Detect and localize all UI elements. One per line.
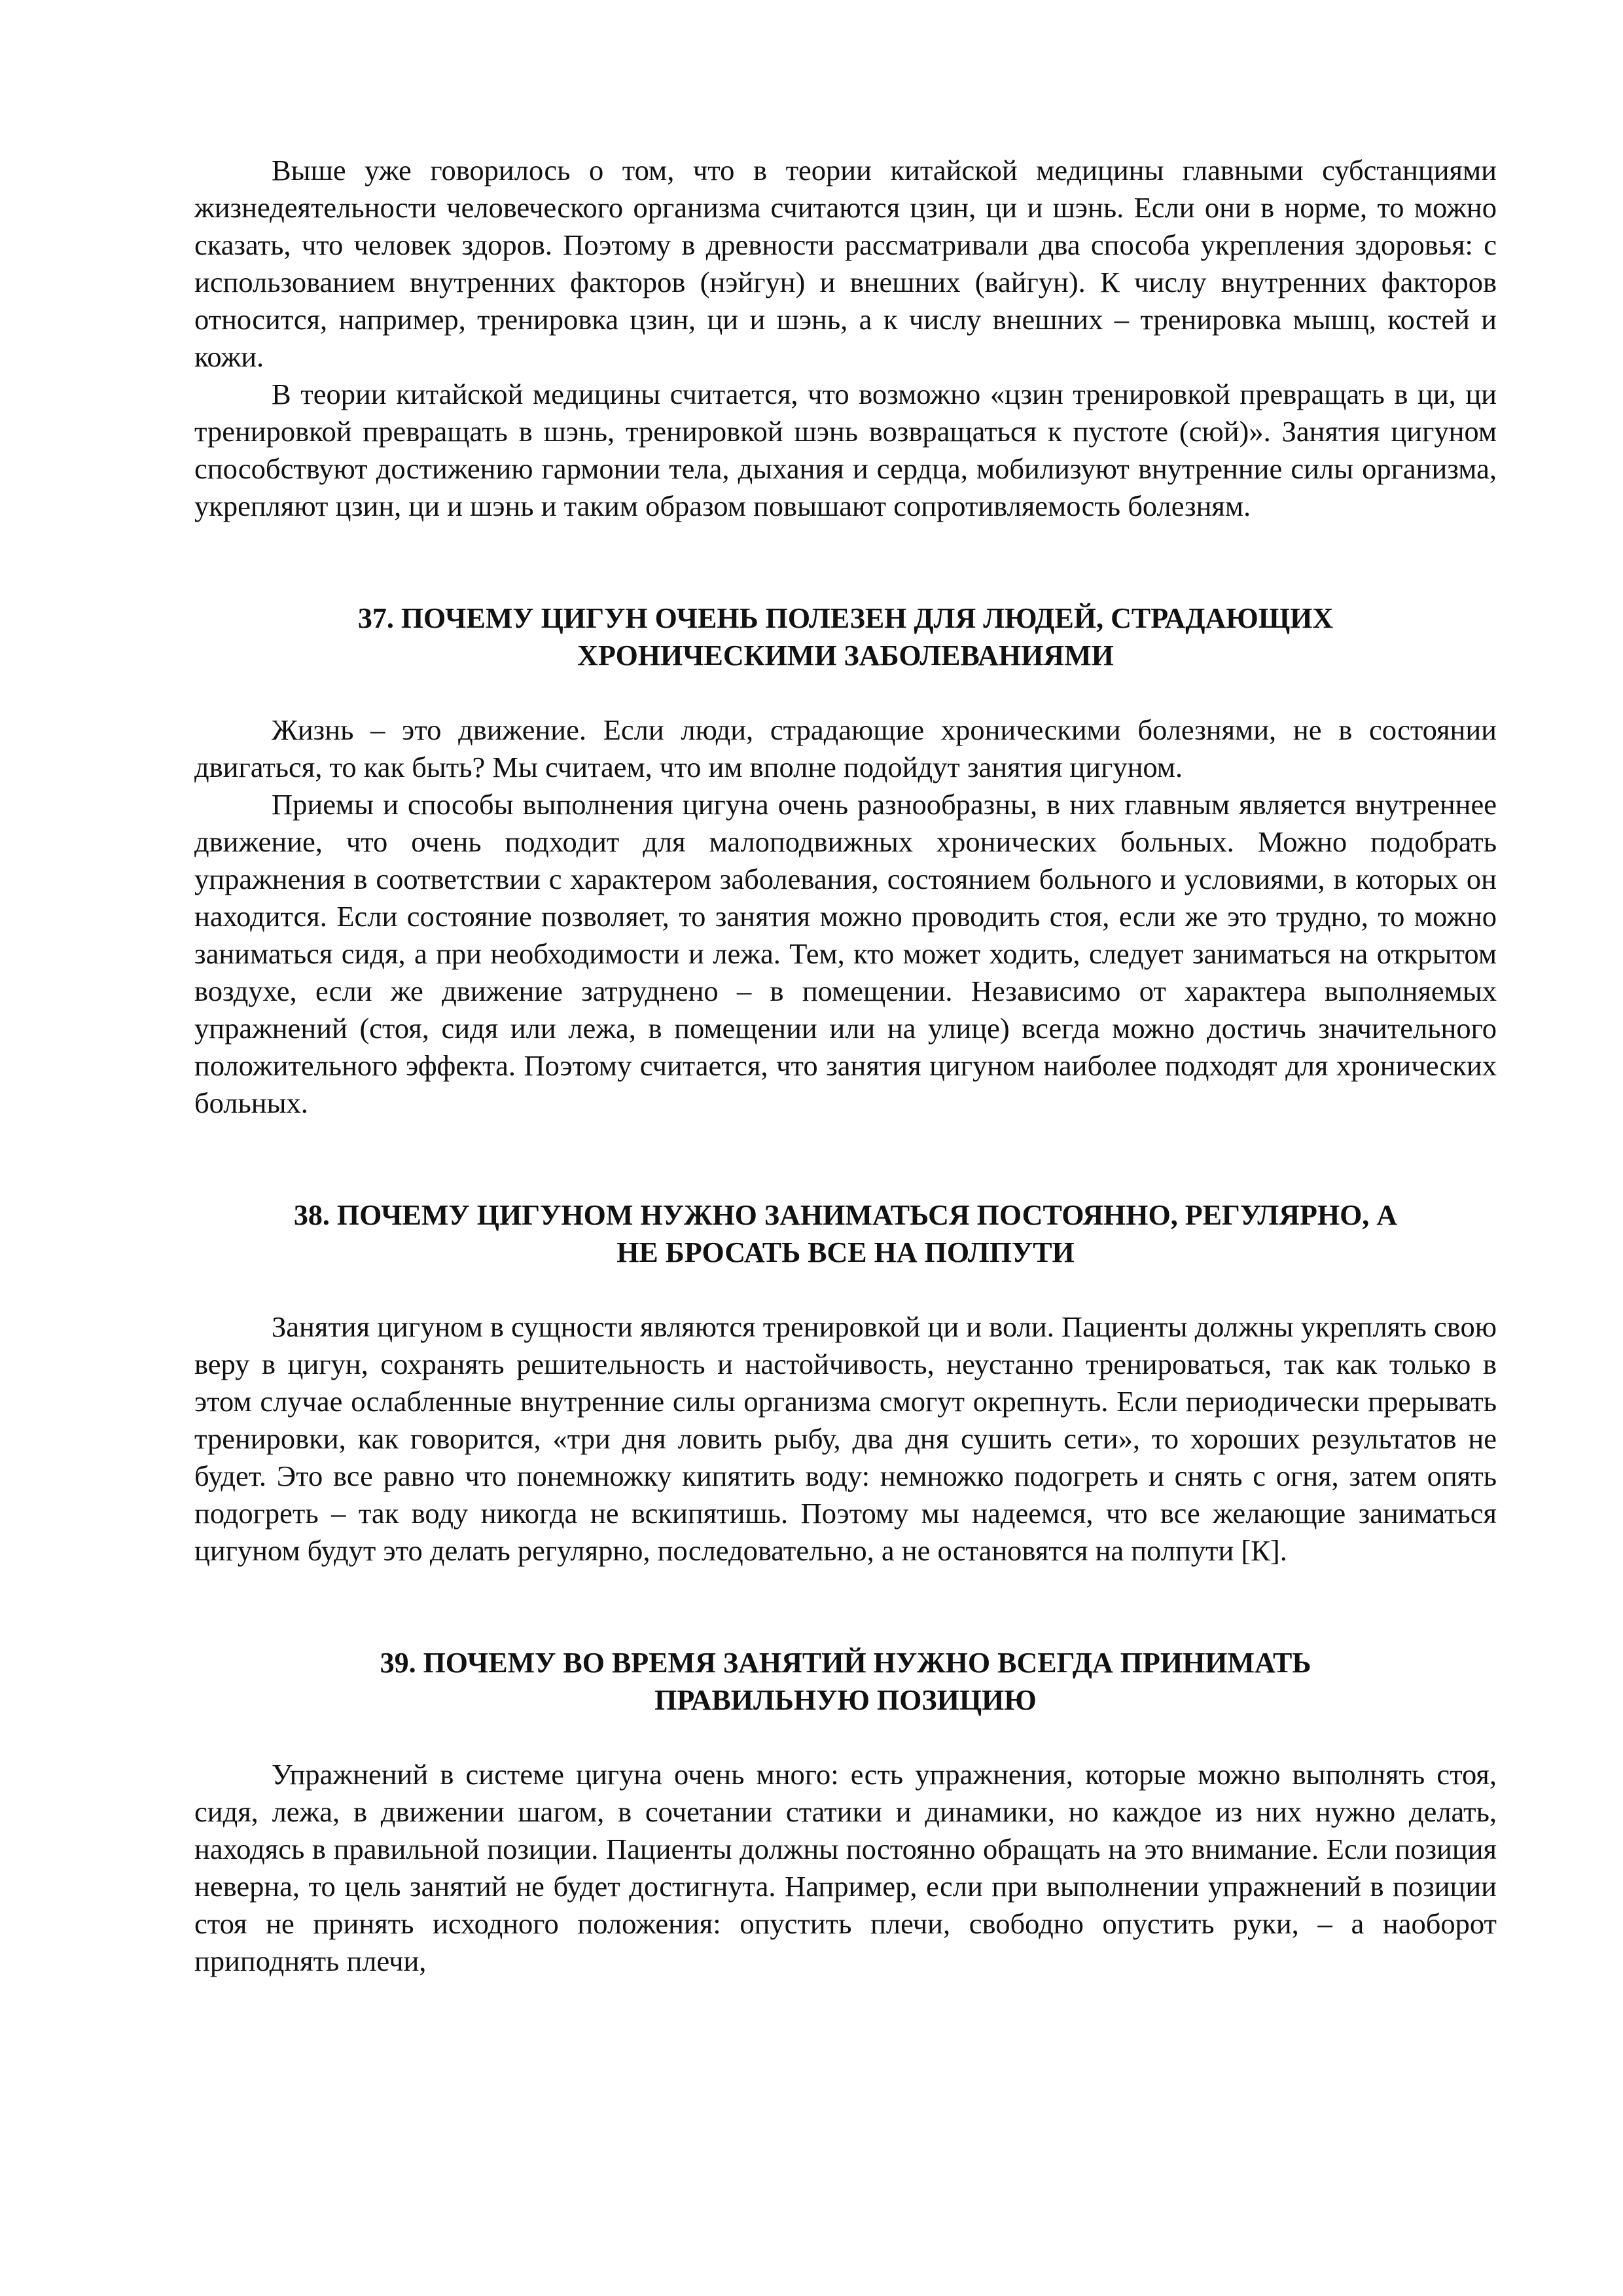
spacer [194,1570,1497,1644]
page-content [194,152,1497,1980]
spacer [194,1122,1497,1196]
section-38-heading-line-2: НЕ БРОСАТЬ ВСЕ НА ПОЛПУТИ [616,1236,1075,1268]
spacer [194,525,1497,600]
spacer [194,674,1497,711]
section-38-paragraph-1: Занятия цигуном в сущности являются тренировкой ци и воли. Пациенты должны укреплять свою веру в цигун, сохранять решительность и настойчивость, неустанно тренироваться, так как только в этом случае ослабленные внутренние силы организма смогут окрепнуть. Если периодически прерывать тренировки, как говорится, «три дня ловить рыбу, два дня сушить сети», то хороших результатов не будет. Это все равно что понемножку кипятить воду: немножко подогреть и снять с огня, затем опять подогреть – так воду никогда не вскипятишь. Поэтому мы надеемся, что все желающие заниматься цигуном будут это делать регулярно, последовательно, а не остановятся на полпути [К]. [194,1310,1497,1567]
intro-paragraph-2: В теории китайской медицины считается, что возможно «цзин тренировкой превращать в ци, ци тренировкой превращать в шэнь, тренировкой шэнь возвращаться к пустоте (сюй)». Занятия цигуном способствуют достижению гармонии тела, дыхания и сердца, мобилизуют внутренние силы организма, укрепляют цзин, ци и шэнь и таким образом повышают сопротивляемость болезням. [194,378,1497,522]
section-37-heading-line-1: 37. ПОЧЕМУ ЦИГУН ОЧЕНЬ ПОЛЕЗЕН ДЛЯ ЛЮДЕЙ, СТРАДАЮЩИХ [357,602,1334,634]
section-37-heading [194,600,1497,674]
section-39-heading-line-2: ПРАВИЛЬНУЮ ПОЗИЦИЮ [654,1684,1037,1716]
section-38-heading [194,1196,1497,1271]
section-37-paragraph-1: Жизнь – это движение. Если люди, страдающие хроническими болезнями, не в состоянии двигаться, то как быть? Мы считаем, что им вполне подойдут занятия цигуном. [194,713,1497,783]
section-38-heading-line-1: 38. ПОЧЕМУ ЦИГУНОМ НУЖНО ЗАНИМАТЬСЯ ПОСТОЯННО, РЕГУЛЯРНО, А [293,1199,1398,1231]
spacer [194,1271,1497,1308]
section-39-heading-line-1: 39. ПОЧЕМУ ВО ВРЕМЯ ЗАНЯТИЙ НУЖНО ВСЕГДА ПРИНИМАТЬ [380,1647,1311,1679]
section-37-paragraph-2: Приемы и способы выполнения цигуна очень разнообразны, в них главным является внутреннее движение, что очень подходит для малоподвижных хронических больных. Можно подобрать упражнения в соответствии с характером заболевания, состоянием больного и условиями, в которых он находится. Если состояние позволяет, то занятия можно проводить стоя, если же это трудно, то можно заниматься сидя, а при необходимости и лежа. Тем, кто может ходить, следует заниматься на открытом воздухе, если же движение затруднено – в помещении. Независимо от характера выполняемых упражнений (стоя, сидя или лежа, в помещении или на улице) всегда можно достичь значительного положительного эффекта. Поэтому считается, что занятия цигуном наиболее подходят для хронических больных. [194,788,1497,1119]
section-37-heading-line-2: ХРОНИЧЕСКИМИ ЗАБОЛЕВАНИЯМИ [577,639,1114,672]
spacer [194,1719,1497,1756]
intro-paragraph-1: Выше уже говорилось о том, что в теории китайской медицины главными субстанциями жизнедеятельности человеческого организма считаются цзин, ци и шэнь. Если они в норме, то можно сказать, что человек здоров. Поэтому в древности рассматривали два способа укрепления здоровья: с использованием внутренних факторов (нэйгун) и внешних (вайгун). К числу внутренних факторов относится, например, тренировка цзин, ци и шэнь, а к числу внешних – тренировка мышц, костей и кожи. [194,154,1497,373]
section-39-heading [194,1644,1497,1719]
section-39-paragraph-1: Упражнений в системе цигуна очень много: есть упражнения, которые можно выполнять стоя, сидя, лежа, в движении шагом, в сочетании статики и динамики, но каждое из них нужно делать, находясь в правильной позиции. Пациенты должны постоянно обращать на это внимание. Если позиция неверна, то цель занятий не будет достигнута. Например, если при выполнении упражнений в позиции стоя не принять исходного положения: опустить плечи, свободно опустить руки, – а наоборот приподнять плечи, [194,1758,1497,1977]
